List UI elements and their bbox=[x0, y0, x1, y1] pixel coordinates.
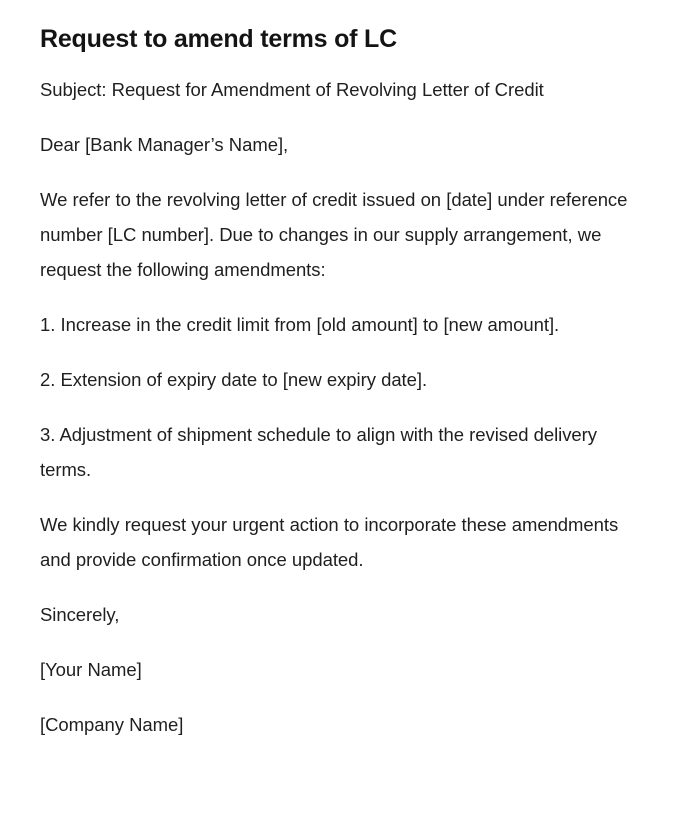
letter-body bbox=[40, 72, 628, 742]
closing-request: We kindly request your urgent action to incorporate these amendments and provide confirmation once updated. bbox=[40, 514, 619, 570]
signature-name: [Your Name] bbox=[40, 659, 142, 680]
sign-off: Sincerely, bbox=[40, 604, 120, 625]
signature-company: [Company Name] bbox=[40, 714, 184, 735]
amendment-item-3: 3. Adjustment of shipment schedule to align with the revised delivery terms. bbox=[40, 424, 597, 480]
salutation: Dear [Bank Manager’s Name], bbox=[40, 134, 289, 155]
page-title: Request to amend terms of LC bbox=[40, 25, 397, 53]
amendment-item-1: 1. Increase in the credit limit from [old amount] to [new amount]. bbox=[40, 314, 560, 335]
amendment-item-2: 2. Extension of expiry date to [new expiry date]. bbox=[40, 369, 428, 390]
intro-paragraph: We refer to the revolving letter of credit issued on [date] under reference number [LC number]. Due to changes in our supply arrangement, we request the following amendments: bbox=[40, 189, 628, 280]
subject-line: Subject: Request for Amendment of Revolving Letter of Credit bbox=[40, 79, 544, 100]
